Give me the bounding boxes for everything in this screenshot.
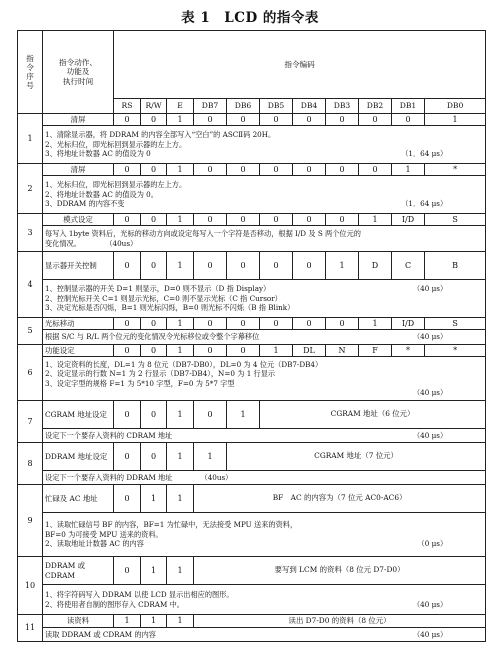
- bit-cell: 0: [114, 252, 141, 280]
- bit-cell: 0: [260, 318, 293, 330]
- bit-cell: DL: [293, 345, 326, 357]
- bit-cell: 0: [293, 164, 326, 176]
- header-seq-char: 号: [26, 81, 34, 91]
- header-seq-char: 序: [26, 72, 34, 81]
- bit-cell: 0: [227, 318, 260, 330]
- bit-cell: F: [359, 345, 392, 357]
- bit-cell: I/D: [392, 214, 425, 226]
- description-line: 1、控制显示器的开关 D=1 则显示，D=0 则不显示（D 指 Display）: [45, 284, 271, 294]
- bit-cell: 0: [227, 214, 260, 226]
- header-seq-char: 令: [26, 62, 34, 72]
- instruction-description: [43, 280, 486, 318]
- header-bit-db7: DB7: [194, 99, 227, 114]
- bit-cell: I/D: [392, 318, 425, 330]
- instruction-name: 清屏: [43, 164, 114, 176]
- header-seq-char: 指: [26, 53, 34, 63]
- description-row-10: [18, 585, 486, 615]
- address-field: CGRAM 地址（6 位元）: [260, 401, 486, 429]
- instruction-name: 忙碌及 AC 地址: [43, 485, 114, 513]
- bit-cell: 0: [114, 443, 141, 471]
- description-row-4: [18, 280, 486, 318]
- header-action-cell: [43, 31, 114, 114]
- bit-cell: N: [326, 345, 359, 357]
- bit-cell: S: [425, 318, 486, 330]
- bit-cell: 1: [194, 443, 227, 471]
- bit-cell: 0: [260, 252, 293, 280]
- execution-time: （40us）: [200, 472, 233, 482]
- instruction-name: 读资料: [43, 615, 114, 628]
- row-number: 10: [18, 557, 43, 615]
- row-number: 11: [18, 615, 43, 642]
- bit-cell: S: [425, 214, 486, 226]
- bit-cell: 0: [260, 114, 293, 126]
- bit-cell: 1: [167, 164, 194, 176]
- address-field: 读出 D7-D0 的资料（8 位元）: [194, 615, 486, 628]
- bit-cell: 0: [114, 164, 141, 176]
- description-line: 1、读取忙碌信号 BF 的内容，BF=1 为忙碌中，无法接受 MPU 送来的资料，: [45, 520, 298, 530]
- bit-cell: 0: [141, 252, 167, 280]
- bit-cell: 0: [359, 164, 392, 176]
- bit-cell: 0: [114, 114, 141, 126]
- description-row-11: [18, 628, 486, 642]
- bit-cell: 1: [392, 164, 425, 176]
- bit-cell: 0: [141, 345, 167, 357]
- description-line: 2、读取地址计数器 AC 的内容: [45, 539, 144, 549]
- row-number: 3: [18, 214, 43, 252]
- execution-time: （0 μs）: [417, 539, 448, 549]
- lcd-instruction-table: [17, 30, 486, 642]
- bit-cell: 0: [227, 345, 260, 357]
- bit-cell: 0: [326, 318, 359, 330]
- bit-cell: 0: [227, 252, 260, 280]
- instruction-name: 清屏: [43, 114, 114, 126]
- description-row-3: [18, 226, 486, 252]
- header-bit-db1: DB1: [392, 99, 425, 114]
- bit-cell: 0: [141, 401, 167, 429]
- execution-time: （40us）: [108, 238, 138, 248]
- bit-cell: 0: [194, 214, 227, 226]
- instruction-row-1: [18, 114, 486, 126]
- bit-cell: 0: [326, 164, 359, 176]
- header-encoding: 指令编码: [114, 31, 486, 99]
- row-number: 4: [18, 252, 43, 318]
- header-bit-db2: DB2: [359, 99, 392, 114]
- instruction-name: DDRAM 或 CDRAM: [43, 557, 114, 585]
- description-line: 2、设定显示的行数 N=1 为 2 行显示（DB7-DB4），N=0 为 1 行显示: [45, 369, 276, 378]
- bit-cell: 0: [293, 252, 326, 280]
- description-line: 每写入 1byte 资料后，光标的移动方向或设定每写入一个字符是否移动，根据 I/D 及 S 两个位元的: [45, 229, 361, 238]
- description-row-5: [18, 330, 486, 345]
- description-row-9: [18, 513, 486, 557]
- header-action-line: 执行时间: [62, 76, 94, 86]
- bit-cell: 0: [114, 345, 141, 357]
- header-bit-db3: DB3: [326, 99, 359, 114]
- header-seq-cell: [18, 31, 43, 114]
- bit-cell: 1: [114, 615, 141, 628]
- row-number: 6: [18, 345, 43, 401]
- bit-cell: 1: [167, 345, 194, 357]
- bit-cell: 1: [326, 252, 359, 280]
- bit-cell: 0: [114, 401, 141, 429]
- bit-cell: 0: [141, 164, 167, 176]
- header-bit-db4: DB4: [293, 99, 326, 114]
- execution-time: （40 μs）: [412, 599, 448, 609]
- description-line: 根据 S/C 与 R/L 两个位元的变化情况令光标移位或令整个字幕移位: [45, 332, 260, 342]
- instruction-description: [43, 585, 486, 615]
- execution-time: （40 μs）: [412, 388, 448, 397]
- description-line: 1、光标归位，即光标回到显示器的左上方。: [45, 180, 187, 190]
- description-row-2: [18, 176, 486, 214]
- bit-cell: 0: [293, 318, 326, 330]
- bit-cell: 1: [167, 401, 194, 429]
- bit-cell: 1: [141, 557, 167, 585]
- instruction-row-2: [18, 164, 486, 176]
- bit-cell: 0: [260, 164, 293, 176]
- description-line: 3、DDRAM 的内容不变: [45, 199, 125, 209]
- instruction-name: 功能设定: [43, 345, 114, 357]
- bit-cell: *: [392, 345, 425, 357]
- bit-cell: D: [359, 252, 392, 280]
- instruction-description: [43, 357, 486, 401]
- table-title: 表 1 LCD 的指令表: [181, 10, 319, 26]
- bit-cell: 0: [293, 114, 326, 126]
- instruction-row-7: [18, 401, 486, 429]
- description-line: 3、决定光标是否闪烁，B=1 则光标闪烁，B=0 则光标不闪烁（B 指 Blink）: [45, 303, 295, 313]
- description-line: 1、清除显示器，将 DDRAM 的内容全部写入“空白”的 ASCⅡ码 20H。: [45, 130, 276, 140]
- bit-cell: 1: [167, 318, 194, 330]
- instruction-row-5: [18, 318, 486, 330]
- bit-cell: 0: [114, 485, 141, 513]
- instruction-description: [43, 126, 486, 164]
- bit-cell: 0: [326, 214, 359, 226]
- description-row-8: [18, 471, 486, 485]
- bit-cell: 1: [141, 615, 167, 628]
- description-row-1: [18, 126, 486, 164]
- execution-time: （40 μs）: [412, 430, 448, 440]
- bit-cell: 1: [167, 485, 194, 513]
- bit-cell: 0: [141, 114, 167, 126]
- bit-cell: *: [425, 345, 486, 357]
- instruction-description: [43, 176, 486, 214]
- instruction-row-11: [18, 615, 486, 628]
- instruction-name: 显示器开关控制: [43, 252, 114, 280]
- instruction-description: [43, 429, 486, 443]
- description-line: 2、将地址计数器 AC 的值设为 0。: [45, 189, 158, 199]
- instruction-row-4: [18, 252, 486, 280]
- execution-time: （40 μs）: [412, 332, 448, 342]
- bit-cell: 1: [227, 401, 260, 429]
- bit-cell: 0: [194, 164, 227, 176]
- bit-cell: B: [425, 252, 486, 280]
- bit-cell: 0: [141, 214, 167, 226]
- header-bit-db6: DB6: [227, 99, 260, 114]
- execution-time: （40 μs）: [412, 284, 448, 294]
- row-number: 1: [18, 114, 43, 164]
- header-bit-rw: R/W: [141, 99, 167, 114]
- bit-cell: 0: [359, 114, 392, 126]
- description-line: 读取 DDRAM 或 CDRAM 的内容: [45, 629, 156, 639]
- header-bit-db5: DB5: [260, 99, 293, 114]
- bit-cell: C: [392, 252, 425, 280]
- bit-cell: 0: [194, 252, 227, 280]
- instruction-row-9: [18, 485, 486, 513]
- header-action-line: 功能及: [66, 67, 90, 77]
- description-row-7: [18, 429, 486, 443]
- bit-cell: 0: [114, 557, 141, 585]
- bit-cell: 0: [194, 114, 227, 126]
- description-line: 3、设定字型的规格 F=1 为 5*10 字型，F=0 为 5*7 字型: [45, 378, 235, 388]
- bit-cell: 1: [359, 214, 392, 226]
- bit-cell: 0: [227, 164, 260, 176]
- bit-cell: 1: [167, 557, 194, 585]
- bit-cell: 0: [194, 401, 227, 429]
- instruction-name: 模式设定: [43, 214, 114, 226]
- bit-cell: 1: [141, 485, 167, 513]
- bit-cell: 1: [167, 252, 194, 280]
- description-line: 2、将使用者自制的图形存入 CDRAM 中。: [45, 599, 184, 609]
- bit-cell: 0: [326, 114, 359, 126]
- description-line: 1、设定资料的长度，DL=1 为 8 位元（DB7-DB0），DL=0 为 4 位元（DB7-DB4）: [45, 359, 323, 369]
- header-row: [18, 31, 486, 99]
- description-line: 3、将地址计数器 AC 的值设为 0: [45, 149, 151, 159]
- instruction-description: [43, 226, 486, 252]
- execution-time: （40 μs）: [412, 629, 448, 639]
- description-line: BF=0 为可接受 MPU 送来的资料。: [45, 529, 163, 539]
- instruction-description: [43, 628, 486, 642]
- header-bit-e: E: [167, 99, 194, 114]
- row-number: 2: [18, 164, 43, 214]
- instruction-row-10: [18, 557, 486, 585]
- address-field: 要写到 LCM 的资料（8 位元 D7-D0）: [194, 557, 486, 585]
- instruction-name: 光标移动: [43, 318, 114, 330]
- instruction-name: DDRAM 地址设定: [43, 443, 114, 471]
- bit-cell: 0: [194, 345, 227, 357]
- instruction-description: [43, 513, 486, 557]
- bit-cell: 0: [194, 318, 227, 330]
- description-line: 1、将字符码写入 DDRAM 以使 LCD 显示出相应的图形。: [45, 590, 234, 599]
- bit-cell: 0: [293, 214, 326, 226]
- bit-cell: 0: [114, 214, 141, 226]
- bit-cell: 0: [141, 318, 167, 330]
- header-bit-db0: DB0: [425, 99, 486, 114]
- bit-cell: 1: [167, 615, 194, 628]
- address-field: CGRAM 地址（7 位元）: [227, 443, 486, 471]
- execution-time: （1．64 μs）: [401, 199, 448, 209]
- bit-cell: 1: [260, 345, 293, 357]
- description-line: 设定下一个要存入资料的 DDRAM 地址: [45, 472, 173, 482]
- bit-cell: 1: [167, 114, 194, 126]
- bit-cell: 1: [167, 214, 194, 226]
- instruction-row-3: [18, 214, 486, 226]
- description-line: 2、控制光标开关 C=1 则显示光标，C=0 则不显示光标（C 指 Cursor）: [45, 293, 282, 303]
- address-field: BF AC 的内容为（7 位元 AC0-AC6）: [194, 485, 486, 513]
- header-action-line: 指令动作、: [59, 58, 97, 68]
- description-row-6: [18, 357, 486, 401]
- row-number: 7: [18, 401, 43, 443]
- header-bit-rs: RS: [114, 99, 141, 114]
- instruction-description: [43, 471, 486, 485]
- bit-cell: 1: [167, 443, 194, 471]
- description-line: 变化情况。: [45, 238, 81, 248]
- description-line: 2、光标归位，即光标回到显示器的左上方。: [45, 139, 187, 149]
- bit-cell: 0: [114, 318, 141, 330]
- bit-cell: 1: [359, 318, 392, 330]
- description-line: 设定下一个要存入资料的 CDRAM 地址: [45, 430, 173, 440]
- bit-cell: 0: [392, 114, 425, 126]
- instruction-description: [43, 330, 486, 345]
- instruction-row-8: [18, 443, 486, 471]
- execution-time: （1．64 μs）: [401, 149, 448, 159]
- row-number: 8: [18, 443, 43, 485]
- bit-cell: *: [425, 164, 486, 176]
- instruction-row-6: [18, 345, 486, 357]
- bit-cell: 1: [425, 114, 486, 126]
- row-number: 9: [18, 485, 43, 557]
- instruction-name: CGRAM 地址设定: [43, 401, 114, 429]
- bit-cell: 0: [141, 443, 167, 471]
- row-number: 5: [18, 318, 43, 345]
- bit-cell: 0: [260, 214, 293, 226]
- bit-cell: 0: [227, 114, 260, 126]
